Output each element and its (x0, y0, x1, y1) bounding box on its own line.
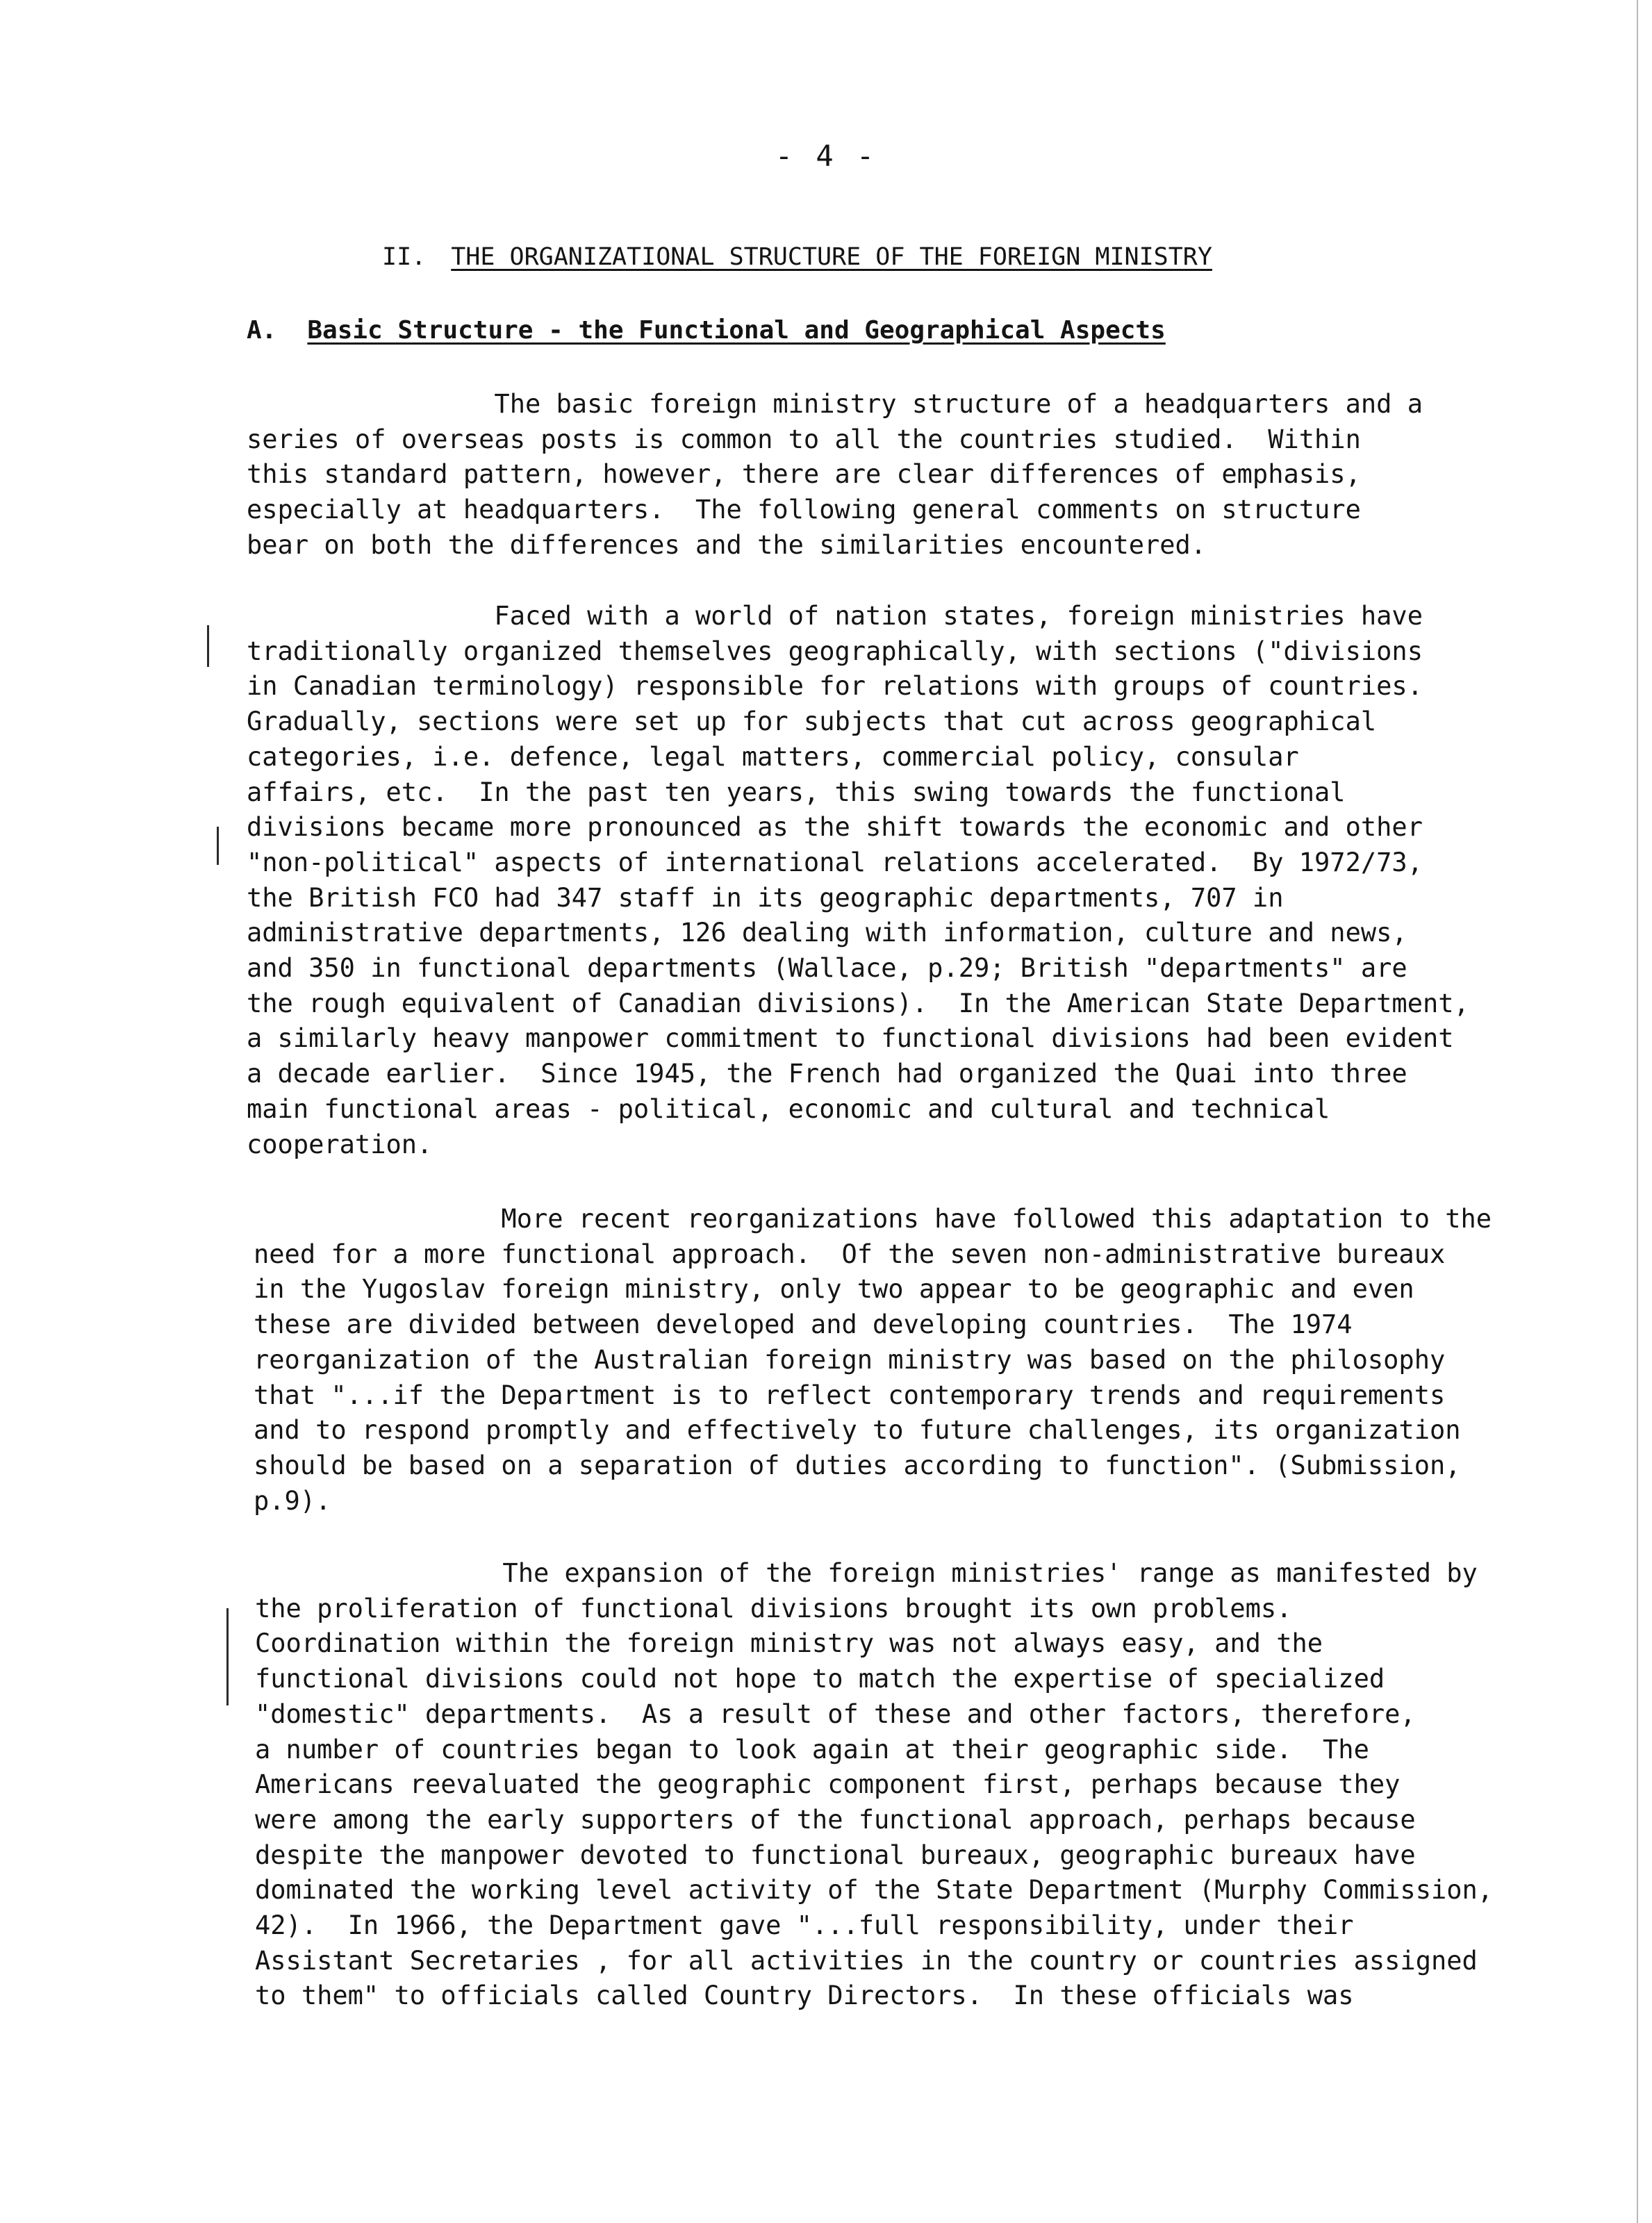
margin-mark (207, 625, 209, 667)
margin-mark (217, 827, 219, 865)
paragraph-4: The expansion of the foreign ministries' range as manifested by the proliferation of functional divisions brought its own problems. Coordination within the foreign ministry was not always easy, and the functional divisions could not hope to match the expertise of specialized "domestic" departments. As a result of these and other factors, therefore, a number of countries began to look again at their geographic side. The Americans reevaluated the geographic component first, perhaps because they were among the early supporters of the functional approach, perhaps because despite the manpower devoted to functional bureaux, geographic bureaux have dominated the working level activity of the State Department (Murphy Commission, 42). In 1966, the Department gave "...full responsibility, under their Assistant Secretaries , for all activities in the country or countries assigned to them" to officials called Country Directors. In these officials was (255, 1558, 1494, 2011)
section-number: II. (382, 243, 427, 271)
page-number: - 4 - (775, 139, 877, 173)
margin-mark (226, 1608, 229, 1705)
subsection-title: Basic Structure - the Functional and Geographical Aspects (307, 316, 1166, 345)
section-heading (382, 243, 1212, 271)
subsection-heading (247, 316, 1166, 345)
page-edge-line (1637, 0, 1638, 2223)
subsection-letter: A. (247, 316, 277, 345)
paragraph-3: More recent reorganizations have followed this adaptation to the need for a more functional approach. Of the seven non-administrative bureaux in the Yugoslav foreign ministry, only two appear to be geographic and even these are divided between developed and developing countries. The 1974 reorganization of the Australian foreign ministry was based on the philosophy that "...if the Department is to reflect contemporary trends and requirements and to respond promptly and effectively to future challenges, its organization should be based on a separation of duties according to function". (Submission, p.9). (254, 1204, 1492, 1516)
section-title: THE ORGANIZATIONAL STRUCTURE OF THE FOREIGN MINISTRY (451, 243, 1212, 271)
paragraph-1: The basic foreign ministry structure of a headquarters and a series of overseas posts is common to all the countries studied. Within this standard pattern, however, there are clear differences of emphasis, especially at headquarters. The following general comments on structure bear on both the differences and the similarities encountered. (247, 389, 1423, 560)
paragraph-2: Faced with a world of nation states, foreign ministries have traditionally organized themselves geographically, with sections ("divisions in Canadian terminology) responsible for relations with groups of countries. Gradually, sections were set up for subjects that cut across geographical categories, i.e. defence, legal matters, commercial policy, consular affairs, etc. In the past ten years, this swing towards the functional divisions became more pronounced as the shift towards the economic and other "non-political" aspects of international relations accelerated. By 1972/73, the British FCO had 347 staff in its geographic departments, 707 in administrative departments, 126 dealing with information, culture and news, and 350 in functional departments (Wallace, p.29; British "departments" are the rough equivalent of Canadian divisions). In the American State Department, a similarly heavy manpower commitment to functional divisions had been evident a decade earlier. Since 1945, the French had organized the Quai into three main functional areas - political, economic and cultural and technical cooperation. (247, 601, 1469, 1159)
